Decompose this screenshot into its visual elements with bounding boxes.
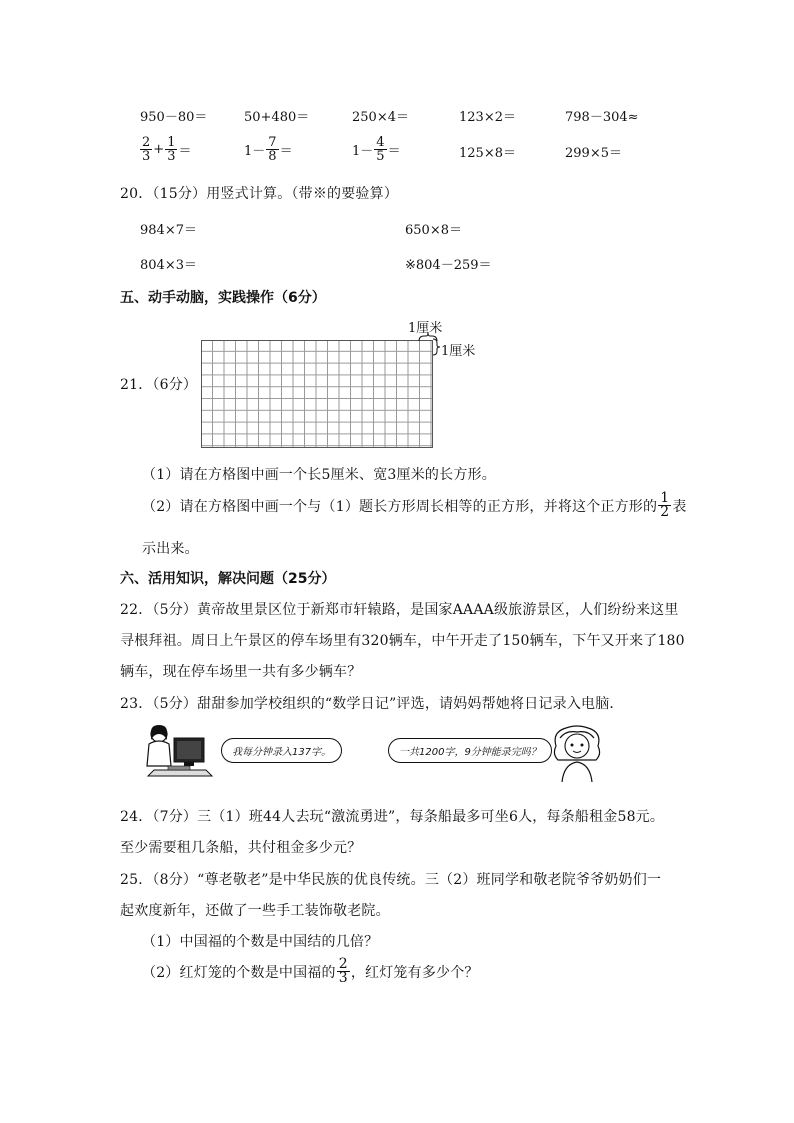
fraction: $\frac{1}{3}$	[167, 135, 176, 164]
girl-illustration	[548, 724, 606, 784]
calc-row2-item5: 299×5＝	[565, 146, 622, 161]
question-24-line1: 24．（7分）三（1）班44人去玩“激流勇进”，每条船最多可坐6人，每条船租金58元。	[120, 809, 665, 825]
section-5-heading: 五、动手动脑，实践操作（6分）	[120, 290, 326, 306]
question-21-label: 21．（6分）	[120, 377, 198, 393]
calc-row1-item3: 250×4＝	[352, 110, 409, 125]
calc-row1-item4: 123×2＝	[459, 110, 516, 125]
calc-row2-fraction-sub1: 1－ $\frac{7}{8}$ ＝	[244, 135, 293, 164]
question-25-line1: 25．（8分）“尊老敬老”是中华民族的优良传统。三（2）班同学和敬老院爷爷奶奶们一	[120, 872, 662, 888]
question-25-line2: 起欢度新年，还做了一些手工装饰敬老院。	[120, 903, 390, 919]
speech-bubble-2: 一共1200字，9分钟能录完吗？	[388, 738, 552, 763]
calc-row2-fraction-sum: $\frac{2}{3}$ + $\frac{1}{3}$ ＝	[142, 135, 192, 164]
question-22-line3: 辆车，现在停车场里一共有多少辆车？	[120, 664, 362, 680]
unit-label-right: 1厘米	[441, 344, 476, 359]
q25-part1: （1）中国福的个数是中国结的几倍？	[142, 934, 379, 950]
calc-row2-item4: 125×8＝	[459, 146, 516, 161]
q21-part2: （2）请在方格图中画一个与（1）题长方形周长相等的正方形，并将这个正方形的 $\frac{1}{2}$ 表	[142, 490, 687, 520]
speech-bubble-1: 我每分钟录入137字。	[221, 738, 342, 763]
q21-part2-continued: 示出来。	[142, 541, 199, 557]
woman-at-computer-illustration	[144, 724, 216, 784]
section-6-heading: 六、活用知识，解决问题（25分）	[120, 571, 336, 587]
calc-row1-item5: 798－304≈	[565, 110, 639, 125]
unit-label-top: 1厘米	[408, 321, 443, 336]
fraction: $\frac{4}{5}$	[376, 135, 385, 164]
question-24-line2: 至少需要租几条船，共付租金多少元？	[120, 840, 362, 856]
fraction: $\frac{2}{3}$	[338, 956, 348, 986]
calc-row1-item2: 50+480＝	[244, 110, 310, 125]
q20-item-2: 650×8＝	[405, 223, 462, 238]
q25-part2: （2）红灯笼的个数是中国福的 $\frac{2}{3}$ ，红灯笼有多少个？	[142, 956, 479, 986]
fraction: $\frac{1}{2}$	[660, 490, 670, 520]
fraction: $\frac{2}{3}$	[142, 135, 151, 164]
calc-row1-item1: 950－80＝	[140, 110, 208, 125]
q20-item-1: 984×7＝	[140, 223, 197, 238]
q21-part1: （1）请在方格图中画一个长5厘米、宽3厘米的长方形。	[142, 467, 496, 483]
question-22-line2: 寻根拜祖。周日上午景区的停车场里有320辆车，中午开走了150辆车，下午又开来了180	[120, 633, 685, 649]
q20-item-4: ※804－259＝	[405, 258, 492, 273]
question-23-line1: 23．（5分）甜甜参加学校组织的“数学日记”评选，请妈妈帮她将日记录入电脑．	[120, 696, 624, 712]
question-20-title: 20．（15分）用竖式计算。（带※的要验算）	[120, 186, 399, 202]
fraction: $\frac{7}{8}$	[268, 135, 277, 164]
q20-item-3: 804×3＝	[140, 258, 197, 273]
calc-row2-fraction-sub2: 1－ $\frac{4}{5}$ ＝	[352, 135, 401, 164]
square-grid	[201, 340, 433, 448]
question-22-line1: 22．（5分）黄帝故里景区位于新郑市轩辕路，是国家AAAA级旅游景区，人们纷纷来这里	[120, 602, 679, 618]
